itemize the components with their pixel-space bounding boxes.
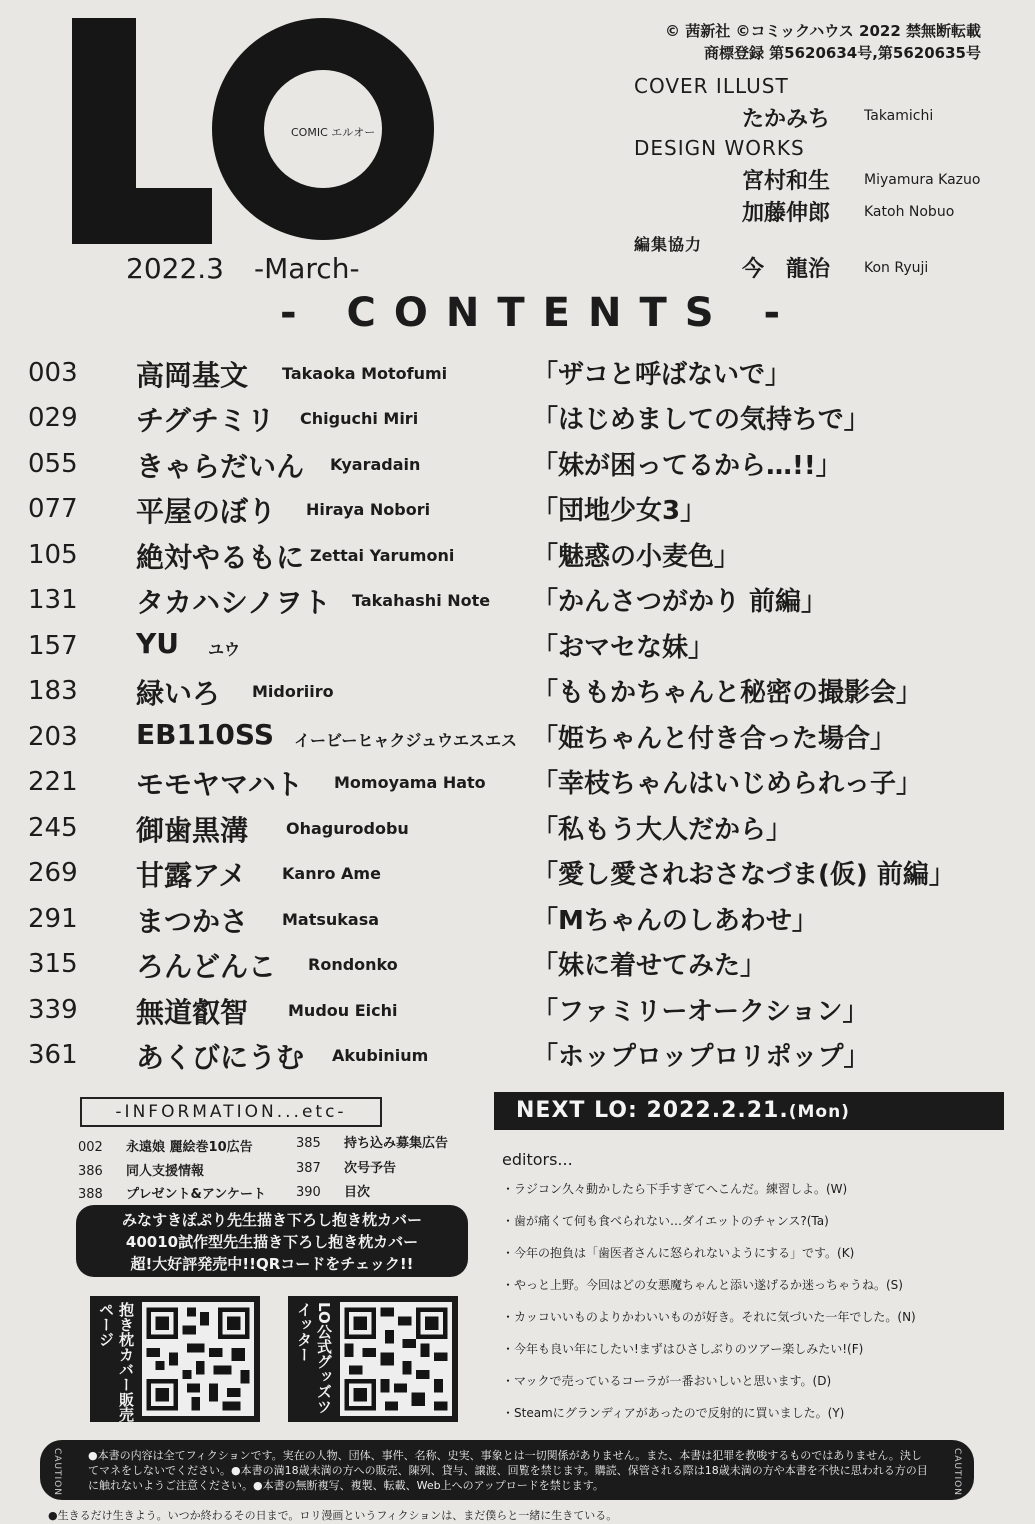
toc-romaji: ユウ <box>208 640 241 659</box>
design-name-2: 加藤伸郎 <box>742 201 831 226</box>
info-num: 387 <box>296 1161 321 1176</box>
toc-page: 269 <box>28 858 78 888</box>
info-item <box>296 1181 370 1200</box>
toc-title: 「ホップロップロリポップ」 <box>532 1042 870 1072</box>
toc-author: EB110SS <box>136 718 274 751</box>
toc-author: あくびにうむ <box>136 1041 305 1074</box>
editor-note: ・歯が痛くて何も食べられない…ダイエットのチャンス?(Ta) <box>502 1214 829 1228</box>
toc-page: 157 <box>28 631 78 661</box>
info-num: 390 <box>296 1185 321 1200</box>
cover-romaji: Takamichi <box>864 108 934 124</box>
logo-letter-l <box>72 18 212 244</box>
editor-note: ・カッコいいものよりかわいいものが好き。それに気づいた一年でした。(N) <box>502 1310 916 1324</box>
info-label: プレゼント&アンケート <box>126 1187 267 1202</box>
toc-romaji: Takaoka Motofumi <box>282 364 448 383</box>
design-name-1: 宮村和生 <box>742 169 831 194</box>
info-num: 388 <box>78 1187 103 1202</box>
design-romaji-1: Miyamura Kazuo <box>864 172 981 188</box>
issue-month: -March- <box>253 252 360 285</box>
editor-note: ・今年も良い年にしたい!まずはひさしぶりのツアー楽しみたい!(F) <box>502 1342 864 1356</box>
info-label: 同人支援情報 <box>126 1164 205 1179</box>
toc-row <box>28 445 1018 485</box>
caution-notice <box>40 1440 974 1500</box>
edit-label: 編集協力 <box>634 235 703 254</box>
footer-line: ●生きるだけ生きよう。いつか終わるその日まで。ロリ漫画というフィクションは、まだ僕らと一緒に生きている。 <box>48 1509 618 1522</box>
toc-romaji: Rondonko <box>308 955 398 974</box>
toc-page: 055 <box>28 449 78 479</box>
toc-romaji: Kyaradain <box>330 455 421 474</box>
next-issue-bar <box>494 1092 1004 1130</box>
toc-author: 無道叡智 <box>136 996 249 1029</box>
editor-note: ・マックで売っているコーラが一番おいしいと思います。(D) <box>502 1374 832 1388</box>
toc-row <box>28 854 1018 894</box>
toc-row <box>28 399 1018 439</box>
toc-author: モモヤマハト <box>136 768 304 801</box>
toc-romaji: Hiraya Nobori <box>306 500 431 519</box>
toc-title: 「Mちゃんのしあわせ」 <box>532 906 818 936</box>
toc-author: 高岡基文 <box>136 359 249 392</box>
toc-title: 「はじめましての気持ちで」 <box>532 405 870 435</box>
toc-page: 029 <box>28 403 78 433</box>
toc-row <box>28 945 1018 985</box>
cover-name: たかみち <box>742 107 831 132</box>
toc-romaji: Matsukasa <box>282 910 380 929</box>
toc-row <box>28 490 1018 530</box>
toc-row <box>28 536 1018 576</box>
toc-romaji: Zettai Yarumoni <box>310 546 455 565</box>
logo-subtitle: COMIC エルオー <box>291 126 376 139</box>
qr-pillow-cover[interactable] <box>90 1296 260 1422</box>
contents-heading: - CONTENTS - <box>280 290 799 336</box>
editor-note: ・今年の抱負は「歯医者さんに怒られないようにする」です。(K) <box>502 1246 855 1260</box>
toc-title: 「団地少女3」 <box>532 496 707 526</box>
cover-label: COVER ILLUST <box>634 74 789 98</box>
toc-row <box>28 991 1018 1031</box>
toc-romaji: Kanro Ame <box>282 864 381 883</box>
next-dow: (Mon) <box>788 1102 850 1122</box>
toc-title: 「魅惑の小麦色」 <box>532 542 741 572</box>
info-num: 002 <box>78 1140 103 1155</box>
toc-page: 245 <box>28 813 78 843</box>
promo-line-2: 40010試作型先生描き下ろし抱き枕カバー <box>125 1233 419 1251</box>
caution-label-right: CAUTION <box>952 1448 962 1496</box>
info-item <box>78 1183 266 1202</box>
toc-page: 339 <box>28 995 78 1025</box>
toc-title: 「かんさつがかり 前編」 <box>532 587 828 617</box>
qr-code-icon[interactable] <box>142 1302 254 1416</box>
info-label: 永遠娘 麗絵巻10広告 <box>126 1140 253 1155</box>
toc-author: ろんどんこ <box>136 950 277 983</box>
toc-title: 「ファミリーオークション」 <box>532 997 869 1027</box>
toc-row <box>28 763 1018 803</box>
editors-heading: editors... <box>502 1150 573 1169</box>
info-label: 持ち込み募集広告 <box>344 1136 449 1151</box>
toc-romaji: Takahashi Note <box>352 591 491 610</box>
info-num: 385 <box>296 1136 321 1151</box>
toc-author: 絶対やるもに <box>136 541 305 574</box>
toc-page: 105 <box>28 540 78 570</box>
design-romaji-2: Katoh Nobuo <box>864 204 955 220</box>
toc-romaji: Midoriiro <box>252 682 334 701</box>
toc-title: 「ザコと呼ばないで」 <box>532 360 791 390</box>
toc-author: まつかさ <box>136 905 249 938</box>
toc-author: 甘露アメ <box>136 859 247 892</box>
design-label: DESIGN WORKS <box>634 136 805 160</box>
toc-row <box>28 354 1018 394</box>
toc-page: 315 <box>28 949 78 979</box>
toc-title: 「私もう大人だから」 <box>532 815 793 845</box>
toc-author: YU <box>136 627 180 660</box>
issue-year: 2022.3 <box>126 252 224 285</box>
promo-line-3: 超!大好評発売中!!QRコードをチェック!! <box>130 1255 414 1273</box>
toc-page: 003 <box>28 358 78 388</box>
toc-romaji: Momoyama Hato <box>334 773 486 792</box>
toc-title: 「おマセな妹」 <box>532 633 715 663</box>
toc-row <box>28 627 1018 667</box>
toc-title: 「妹に着せてみた」 <box>532 951 767 981</box>
toc-page: 077 <box>28 494 78 524</box>
qr-label: 抱き枕カバー販売ページ <box>97 1302 135 1422</box>
toc-title: 「愛し愛されおさなづま(仮) 前編」 <box>532 860 955 890</box>
toc-romaji: Akubinium <box>332 1046 429 1065</box>
next-label: NEXT LO: <box>516 1098 638 1123</box>
toc-page: 221 <box>28 767 78 797</box>
toc-row <box>28 900 1018 940</box>
toc-author: 緑いろ <box>136 677 221 710</box>
toc-author: 御歯黒溝 <box>136 814 249 847</box>
caution-label-left: CAUTION <box>52 1448 62 1496</box>
next-date: 2022.2.21. <box>646 1098 789 1123</box>
toc-title: 「妹が困ってるから…!!」 <box>532 451 842 481</box>
edit-romaji: Kon Ryuji <box>864 260 929 276</box>
copyright-line: © 茜新社 ©コミックハウス 2022 禁無断転載 <box>665 22 981 40</box>
toc-author: 平屋のぼり <box>136 495 277 528</box>
toc-row <box>28 809 1018 849</box>
information-heading: -INFORMATION...etc- <box>80 1097 382 1127</box>
editor-note: ・Steamにグランディアがあったので反射的に買いました。(Y) <box>502 1406 845 1420</box>
info-item <box>296 1132 448 1151</box>
promo-banner <box>76 1205 468 1277</box>
info-item <box>296 1157 396 1176</box>
toc-title: 「ももかちゃんと秘密の撮影会」 <box>532 678 923 708</box>
issue-date <box>126 252 360 285</box>
toc-page: 183 <box>28 676 78 706</box>
toc-row <box>28 581 1018 621</box>
toc-row <box>28 1036 1018 1076</box>
copyright <box>665 20 981 64</box>
toc-title: 「姫ちゃんと付き合った場合」 <box>532 724 897 754</box>
qr-official-twitter[interactable] <box>288 1296 458 1422</box>
toc-page: 131 <box>28 585 78 615</box>
toc-row <box>28 718 1018 758</box>
toc-author: タカハシノヲト <box>136 586 331 619</box>
editor-note: ・やっと上野。今回はどの女悪魔ちゃんと添い遂げるか迷っちゃうね。(S) <box>502 1278 903 1292</box>
toc-title: 「幸枝ちゃんはいじめられっ子」 <box>532 769 923 799</box>
trademark-line: 商標登録 第5620634号,第5620635号 <box>703 44 981 62</box>
toc-page: 291 <box>28 904 78 934</box>
info-item <box>78 1136 253 1155</box>
edit-name: 今 龍治 <box>742 257 831 282</box>
info-num: 386 <box>78 1164 103 1179</box>
notice-text: ●本書の内容は全てフィクションです。実在の人物、団体、事件、名称、史実、事象とは一切関係がありません。また、本書は犯罪を教唆するものではありません。決してマネをしないでください。●本書の満18歳未満の方への販売、陳列、貸与、譲渡、回覧を禁じます。購読、保管される際は18歳未満の方や本書を不快に思われる方の目に触れないようご注意ください。●本書の無断複写、複製、転載、Web上へのアップロードを禁じます。 <box>88 1449 928 1492</box>
info-item <box>78 1160 204 1179</box>
info-label: 次号予告 <box>344 1161 397 1176</box>
toc-romaji: イービーヒャクジュウエスエス <box>294 731 518 750</box>
toc-romaji: Mudou Eichi <box>288 1001 398 1020</box>
editor-note: ・ラジコン久々動かしたら下手すぎてへこんだ。練習しよ。(W) <box>502 1182 848 1196</box>
toc-page: 361 <box>28 1040 78 1070</box>
qr-code-icon[interactable] <box>340 1302 452 1416</box>
toc-row <box>28 672 1018 712</box>
toc-page: 203 <box>28 722 78 752</box>
info-label: 目次 <box>344 1185 371 1200</box>
toc-romaji: Chiguchi Miri <box>300 409 419 428</box>
promo-line-1: みなすきぽぷり先生描き下ろし抱き枕カバー <box>121 1211 422 1229</box>
toc-romaji: Ohagurodobu <box>286 819 409 838</box>
toc-author: きゃらだいん <box>136 450 305 483</box>
qr-label: LO公式グッズツイッター <box>295 1302 333 1414</box>
toc-author: チグチミリ <box>136 404 275 437</box>
